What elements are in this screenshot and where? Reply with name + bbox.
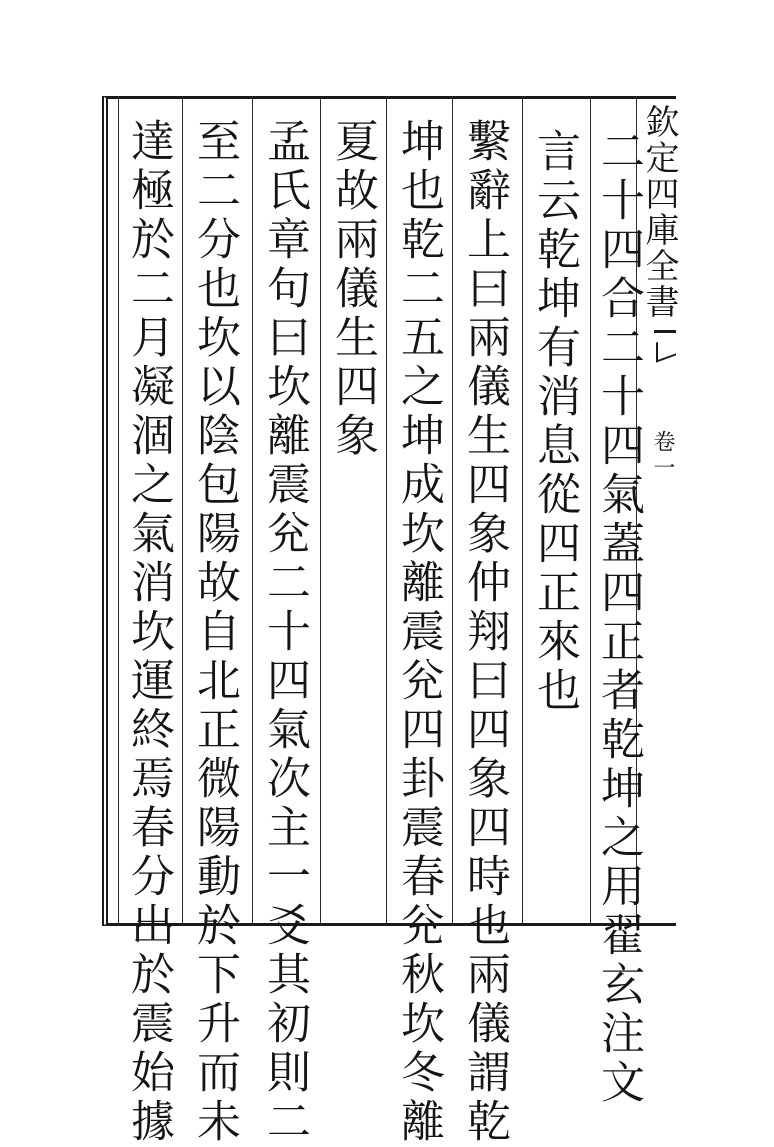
column-divider — [386, 99, 387, 923]
text-column-1: 二十四合二十四氣蓋四正者乾坤之用翟玄注文 — [593, 128, 644, 1108]
margin-book-title: 欽定四庫全書 — [639, 104, 679, 320]
column-divider — [522, 99, 523, 923]
column-divider — [252, 99, 253, 923]
fishtail-mark-icon — [654, 330, 676, 367]
text-column-8: 達極於二月凝涸之氣消坎運終焉春分出於震始據 — [123, 118, 174, 1147]
text-column-7: 至二分也坎以陰包陽故自北正微陽動於下升而未 — [189, 118, 240, 1147]
column-divider — [452, 99, 453, 923]
text-column-6: 孟氏章句曰坎離震兊二十四氣次主一爻其初則二 — [259, 118, 310, 1147]
column-divider — [320, 99, 321, 923]
text-column-5: 夏故兩儀生四象 — [327, 118, 378, 461]
left-border-inner-rule — [118, 96, 119, 926]
text-column-2: 言云乾坤有消息從四正來也 — [529, 128, 580, 716]
text-column-3: 繫辭上曰兩儀生四象仲翔曰四象四時也兩儀謂乾 — [459, 118, 510, 1147]
margin-volume-label: 卷一 — [650, 430, 675, 482]
column-divider — [590, 99, 591, 923]
text-column-4: 坤也乾二五之坤成坎離震兊四卦震春兊秋坎冬離 — [393, 118, 444, 1147]
column-divider — [182, 99, 183, 923]
